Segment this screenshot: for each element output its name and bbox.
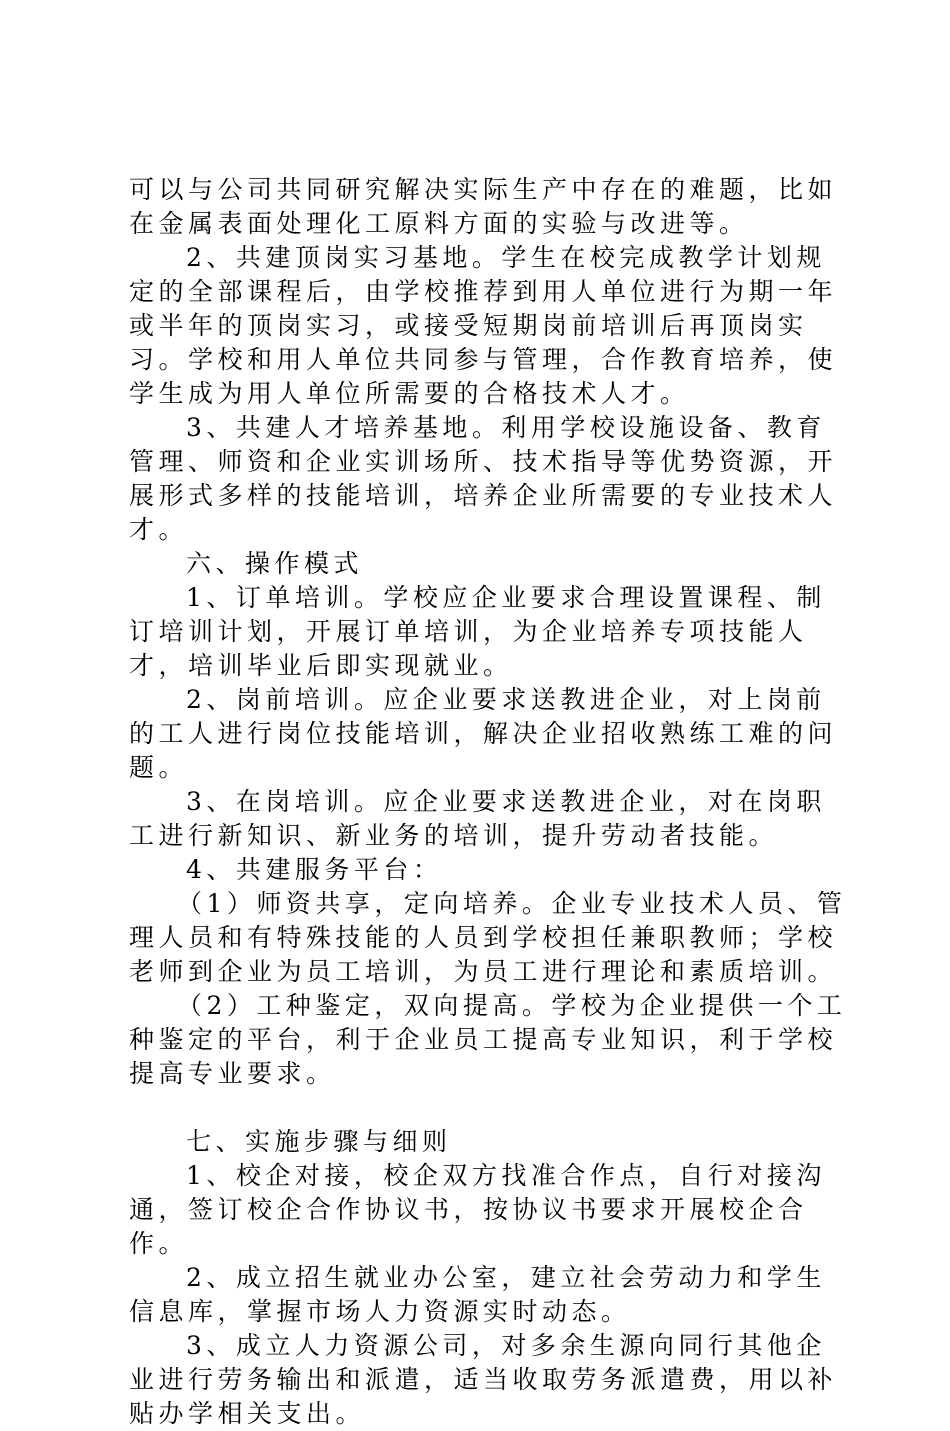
section-heading-implementation: 七、实施步骤与细则 bbox=[186, 1127, 452, 1156]
paragraph-pre-job-training: 2、岗前培训。应企业要求送教进企业，对上岗前的工人进行岗位技能培训，解决企业招收熟练工难的问题。 bbox=[129, 685, 838, 782]
section-heading-operation-mode: 六、操作模式 bbox=[186, 549, 364, 578]
paragraph-on-job-training: 3、在岗培训。应企业要求送教进企业，对在岗职工进行新知识、新业务的培训，提升劳动者技能。 bbox=[129, 787, 826, 850]
paragraph-employment-office: 2、成立招生就业办公室，建立社会劳动力和学生信息库，掌握市场人力资源实时动态。 bbox=[129, 1263, 826, 1326]
paragraph-hr-company: 3、成立人力资源公司，对多余生源向同行其他企业进行劳务输出和派遣，适当收取劳务派遣费，用以补贴办学相关支出。 bbox=[129, 1331, 838, 1428]
paragraph-service-platform: 4、共建服务平台： bbox=[186, 855, 443, 884]
paragraph-order-training: 1、订单培训。学校应企业要求合理设置课程、制订培训计划，开展订单培训，为企业培养专项技能人才，培训毕业后即实现就业。 bbox=[129, 583, 826, 680]
paragraph-school-enterprise-docking: 1、校企对接，校企双方找准合作点，自行对接沟通，签订校企合作协议书，按协议书要求开展校企合作。 bbox=[129, 1161, 826, 1258]
paragraph-talent-base: 3、共建人才培养基地。利用学校设施设备、教育管理、师资和企业实训场所、技术指导等优势资源，开展形式多样的技能培训，培养企业所需要的专业技术人才。 bbox=[129, 413, 838, 544]
blank-line bbox=[129, 1091, 854, 1125]
document-body bbox=[129, 173, 854, 1431]
paragraph-internship-base: 2、共建顶岗实习基地。学生在校完成教学计划规定的全部课程后，由学校推荐到用人单位进行为期一年或半年的顶岗实习，或接受短期岗前培训后再顶岗实习。学校和用人单位共同参与管理，合作教育培养，使学生成为用人单位所需要的合格技术人才。 bbox=[129, 243, 838, 408]
paragraph-teacher-sharing: （1）师资共享，定向培养。企业专业技术人员、管理人员和有特殊技能的人员到学校担任兼职教师；学校老师到企业为员工培训，为员工进行理论和素质培训。 bbox=[129, 889, 847, 986]
paragraph-job-appraisal: （2）工种鉴定，双向提高。学校为企业提供一个工种鉴定的平台，利于企业员工提高专业知识，利于学校提高专业要求。 bbox=[129, 991, 847, 1088]
paragraph-continuation: 可以与公司共同研究解决实际生产中存在的难题，比如在金属表面处理化工原料方面的实验与改进等。 bbox=[129, 175, 838, 238]
